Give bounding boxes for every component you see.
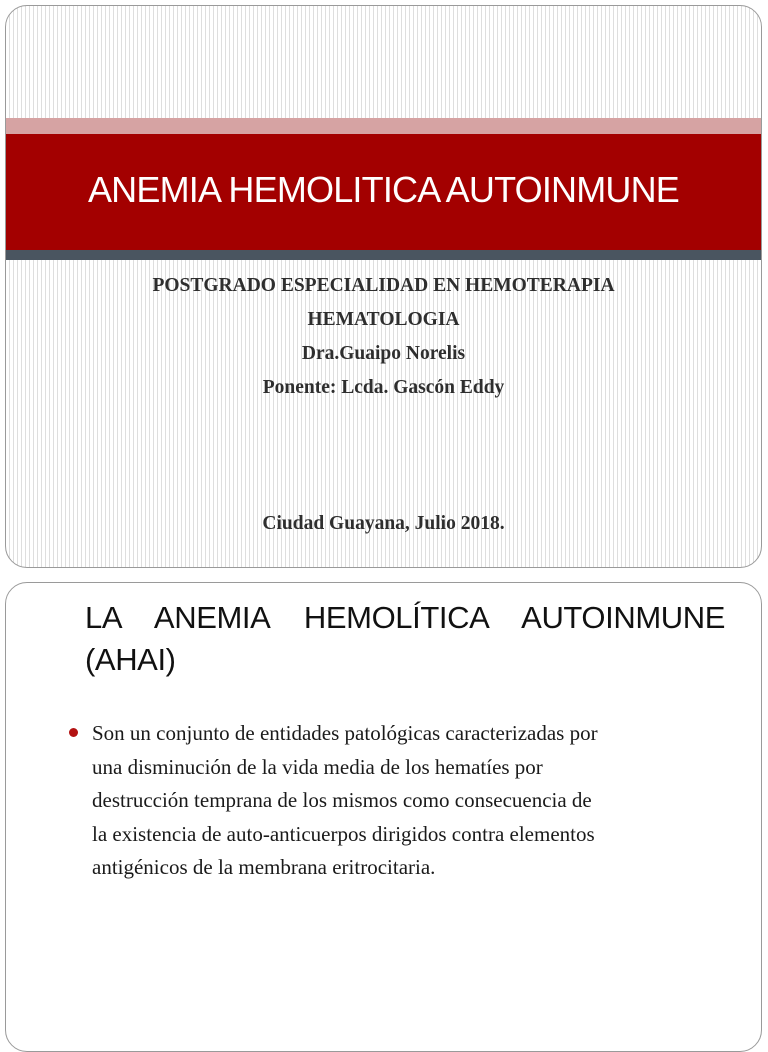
divider-band: [6, 250, 761, 260]
slide-heading-line1: LA ANEMIA HEMOLÍTICA AUTOINMUNE: [85, 600, 725, 635]
title-slide: [5, 5, 762, 568]
subtitle-block: [6, 269, 761, 405]
content-slide: [5, 582, 762, 1052]
slide-title: ANEMIA HEMOLITICA AUTOINMUNE: [87, 169, 680, 210]
title-band: [6, 134, 761, 250]
subtitle-line-advisor: Dra.Guaipo Norelis: [301, 343, 466, 364]
subtitle-line-presenter: Ponente: Lcda. Gascón Eddy: [262, 377, 505, 398]
bullet-dot-icon: [69, 728, 78, 737]
slide-heading: [85, 597, 725, 681]
subtitle-line-program: POSTGRADO ESPECIALIDAD EN HEMOTERAPIA: [152, 275, 615, 296]
bullet-item: [66, 717, 706, 885]
accent-band: [6, 118, 761, 134]
place-date: Ciudad Guayana, Julio 2018.: [262, 513, 505, 534]
subtitle-line-specialty: HEMATOLOGIA: [307, 309, 460, 330]
slide-heading-line2: (AHAI): [85, 642, 176, 677]
bullet-text: Son un conjunto de entidades patológicas caracterizadas por una disminución de la vida media de los hematíes por destrucción temprana de los mismos como consecuencia de la existencia de auto-anticuerpos dirigidos contra elementos antigénicos de la membrana eritrocitaria.: [92, 721, 598, 879]
